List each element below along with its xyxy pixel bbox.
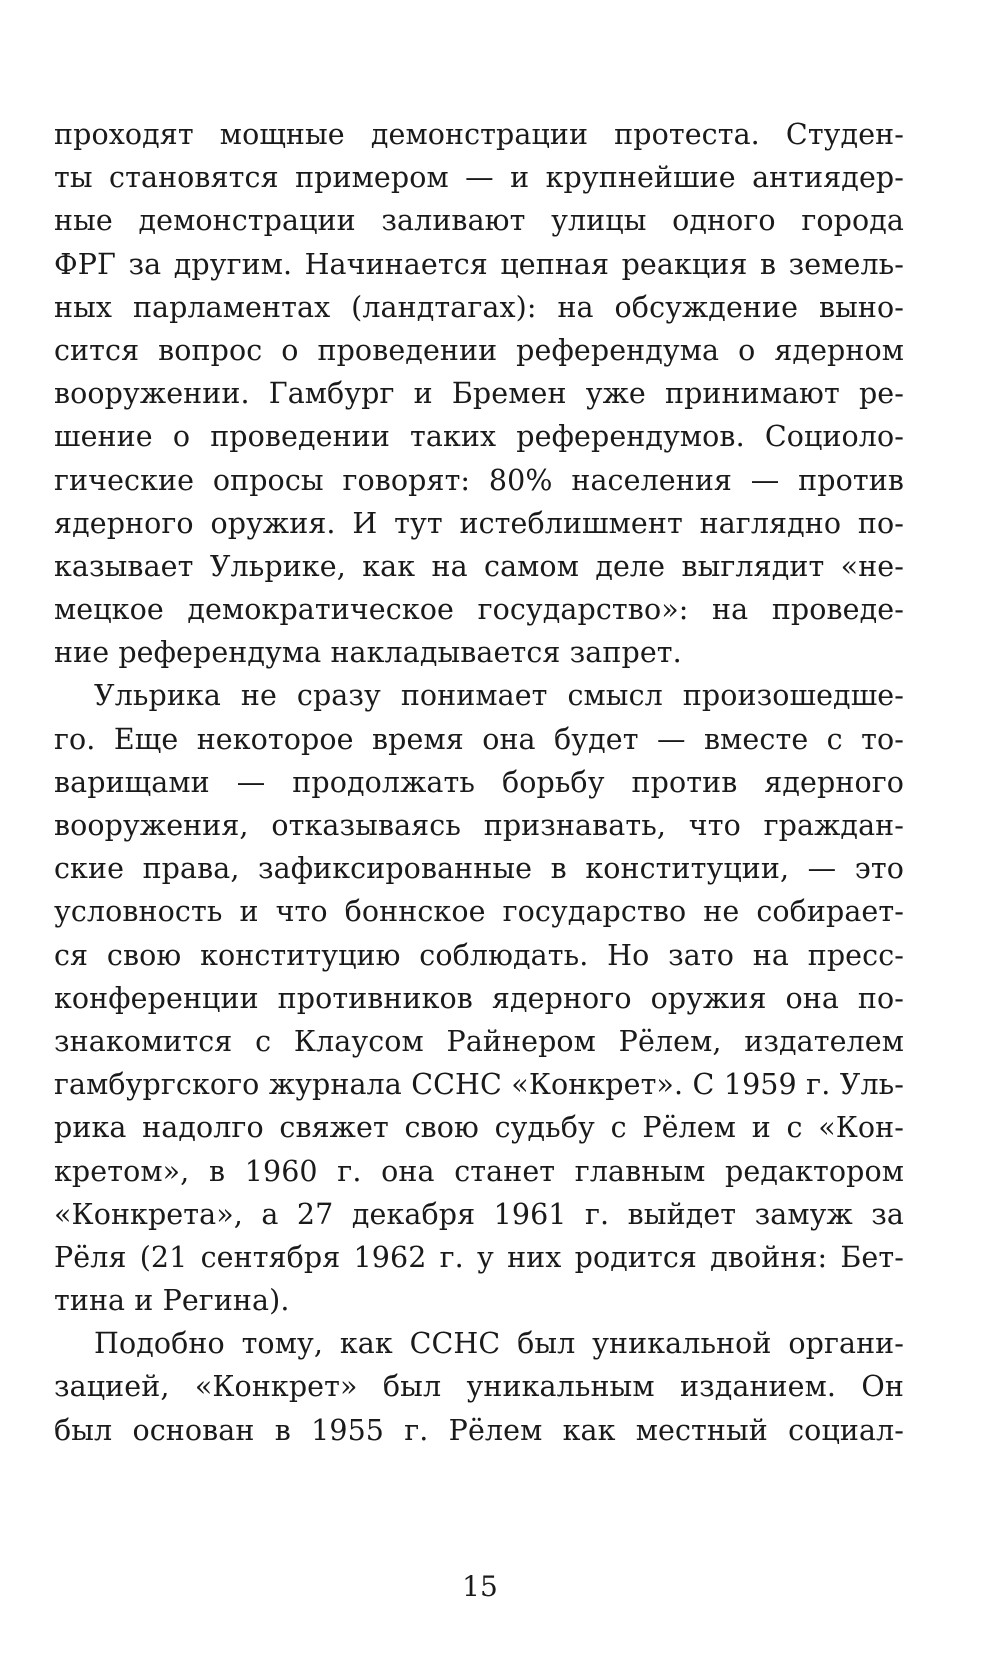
text-line: гамбургского журнала ССНС «Конкрет». С 1959 г. Уль- — [54, 1068, 904, 1102]
text-line: ние референдума накладывается запрет. — [54, 636, 682, 670]
text-line: рика надолго свяжет свою судьбу с Рёлем и с «Кон- — [54, 1111, 904, 1145]
text-line: ядерного оружия. И тут истеблишмент наглядно по- — [54, 506, 904, 540]
text-line: мецкое демократическое государство»: на проведе- — [54, 593, 904, 627]
text-line: варищами — продолжать борьбу против ядерного — [54, 765, 904, 799]
text-line: ские права, зафиксированные в конституции, — это — [54, 852, 904, 886]
text-line: Рёля (21 сентября 1962 г. у них родится двойня: Бет- — [54, 1240, 904, 1274]
text-line: ФРГ за другим. Начинается цепная реакция в земель- — [54, 247, 904, 281]
text-line: ных парламентах (ландтагах): на обсуждение выно- — [54, 290, 904, 324]
text-line: знакомится с Клаусом Райнером Рёлем, издателем — [54, 1024, 904, 1058]
text-line: шение о проведении таких референдумов. Социоло- — [54, 420, 904, 454]
text-line: был основан в 1955 г. Рёлем как местный социал- — [54, 1413, 904, 1447]
text-line: условность и что боннское государство не собирает- — [54, 895, 904, 929]
text-line: Ульрика не сразу понимает смысл произошедше- — [94, 679, 904, 713]
text-line: тина и Регина). — [54, 1284, 290, 1318]
text-line: ся свою конституцию соблюдать. Но зато на пресс- — [54, 938, 904, 972]
page-number: 15 — [462, 1570, 498, 1603]
text-line: сится вопрос о проведении референдума о ядерном — [54, 333, 904, 367]
text-line: вооружения, отказываясь признавать, что граждан- — [54, 809, 904, 842]
text-line: зацией, «Конкрет» был уникальным изданием. Он — [54, 1370, 904, 1404]
text-line: ные демонстрации заливают улицы одного города — [54, 204, 904, 238]
text-line: кретом», в 1960 г. она станет главным редактором — [54, 1154, 904, 1188]
paragraph — [54, 113, 904, 674]
text-line: вооружении. Гамбург и Бремен уже принимают ре- — [54, 377, 904, 411]
paragraph — [54, 674, 904, 1322]
text-line: проходят мощные демонстрации протеста. Студен- — [54, 118, 904, 151]
text-line: казывает Ульрике, как на самом деле выглядит «не- — [54, 549, 904, 583]
text-line: ты становятся примером — и крупнейшие антиядер- — [54, 161, 904, 195]
text-line: конференции противников ядерного оружия она по- — [54, 981, 904, 1015]
text-line: Подобно тому, как ССНС был уникальной органи- — [94, 1327, 904, 1361]
text-line: го. Еще некоторое время она будет — вместе с то- — [54, 722, 904, 756]
body-text — [54, 113, 904, 1452]
text-line: «Конкрета», а 27 декабря 1961 г. выйдет замуж за — [54, 1197, 904, 1231]
text-line: гические опросы говорят: 80% населения — против — [54, 463, 904, 497]
paragraph — [54, 1322, 904, 1452]
